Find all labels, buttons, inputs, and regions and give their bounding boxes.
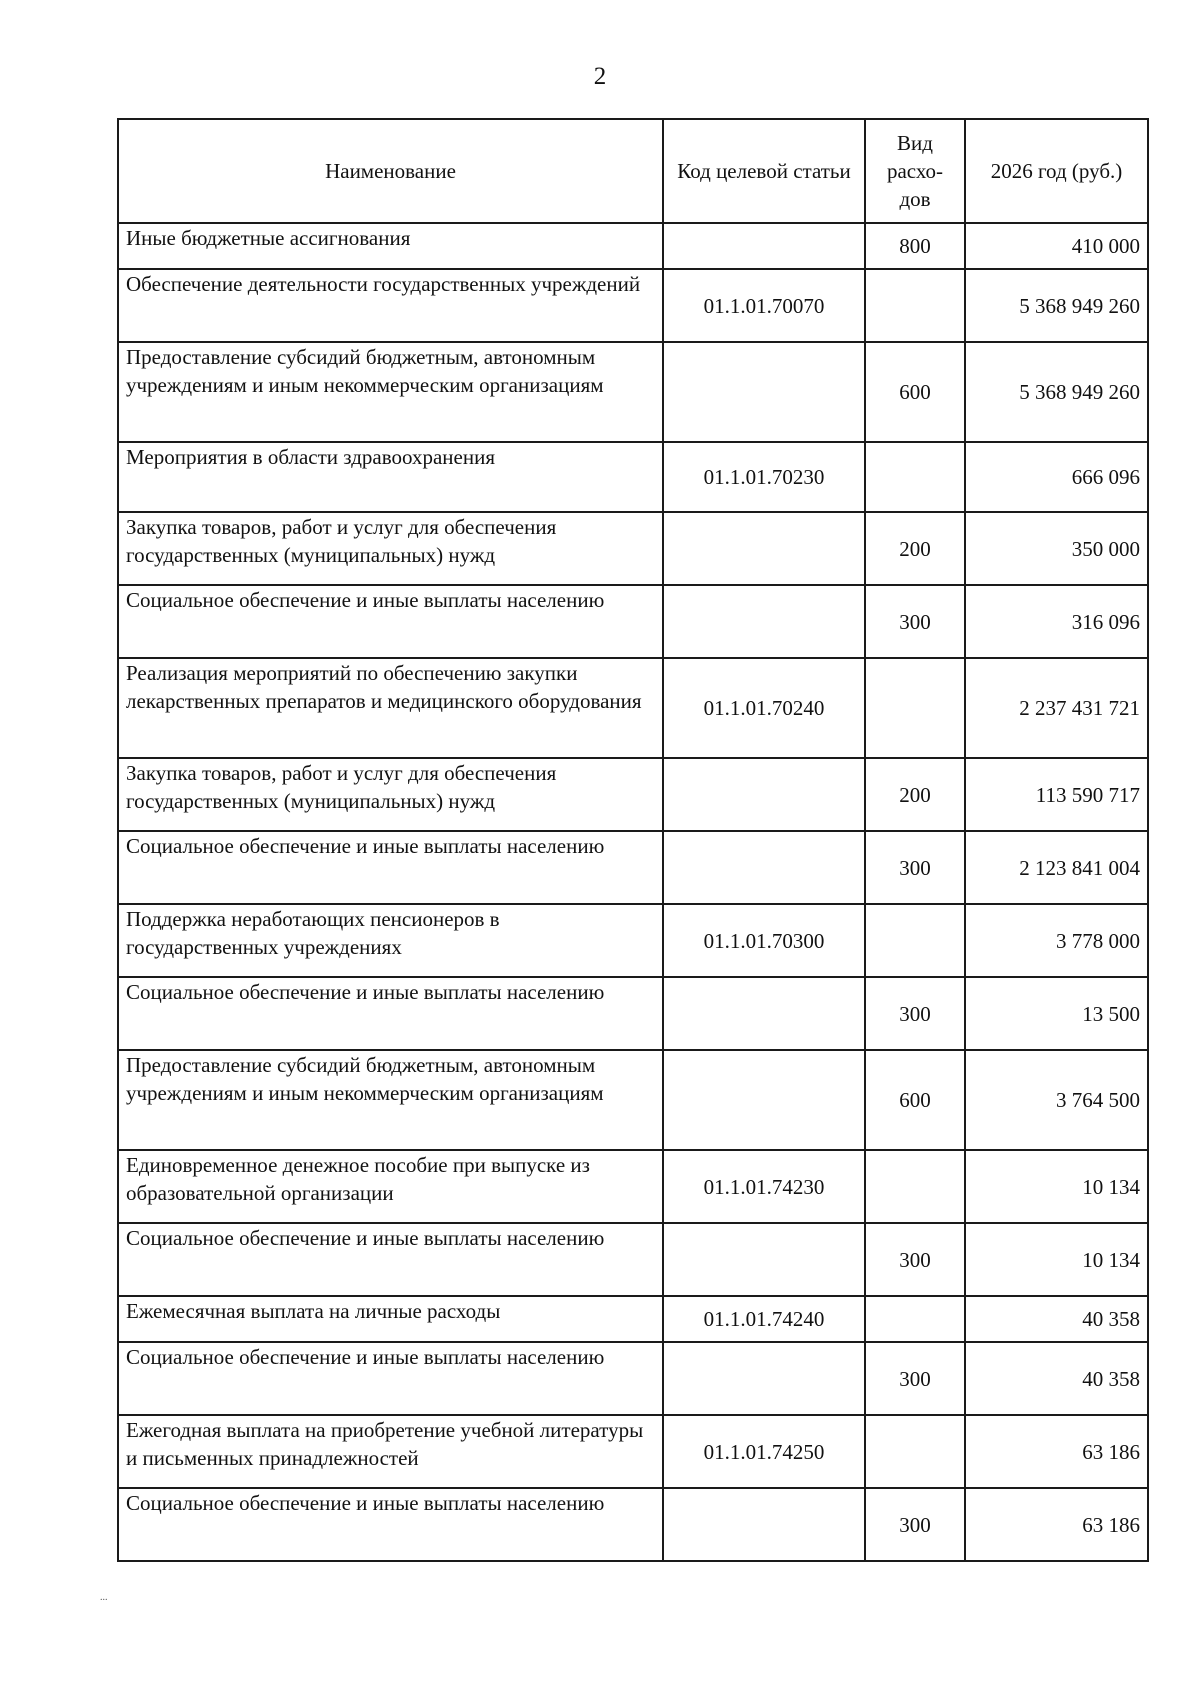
table-row [118, 442, 1148, 512]
cell-code [663, 223, 865, 269]
cell-name: Иные бюджетные ассигнования [118, 223, 663, 269]
table-row [118, 1223, 1148, 1296]
cell-code: 01.1.01.70300 [663, 904, 865, 977]
cell-type [865, 442, 965, 512]
cell-amount: 3 764 500 [965, 1050, 1148, 1150]
table-row [118, 1488, 1148, 1561]
cell-type: 200 [865, 512, 965, 585]
table-row [118, 977, 1148, 1050]
table-row [118, 512, 1148, 585]
cell-code [663, 342, 865, 442]
cell-amount: 316 096 [965, 585, 1148, 658]
cell-name: Социальное обеспечение и иные выплаты населению [118, 977, 663, 1050]
table-row [118, 1415, 1148, 1488]
cell-name: Поддержка неработающих пенсионеров в государственных учреждениях [118, 904, 663, 977]
cell-type [865, 658, 965, 758]
table-row [118, 1296, 1148, 1342]
header-row [118, 119, 1148, 223]
cell-amount: 13 500 [965, 977, 1148, 1050]
cell-code [663, 512, 865, 585]
cell-type: 300 [865, 1342, 965, 1415]
cell-type: 300 [865, 1223, 965, 1296]
cell-amount: 666 096 [965, 442, 1148, 512]
cell-name: Единовременное денежное пособие при выпуске из образовательной организации [118, 1150, 663, 1223]
cell-code [663, 1223, 865, 1296]
cell-type: 800 [865, 223, 965, 269]
cell-amount: 63 186 [965, 1488, 1148, 1561]
cell-type: 600 [865, 1050, 965, 1150]
table-row [118, 342, 1148, 442]
cell-amount: 40 358 [965, 1296, 1148, 1342]
cell-name: Закупка товаров, работ и услуг для обеспечения государственных (муниципальных) нужд [118, 758, 663, 831]
table-row [118, 585, 1148, 658]
cell-type: 600 [865, 342, 965, 442]
cell-name: Предоставление субсидий бюджетным, автономным учреждениям и иным некоммерческим организациям [118, 1050, 663, 1150]
cell-amount: 5 368 949 260 [965, 269, 1148, 342]
cell-type: 300 [865, 977, 965, 1050]
cell-amount: 410 000 [965, 223, 1148, 269]
table-row [118, 1050, 1148, 1150]
cell-amount: 40 358 [965, 1342, 1148, 1415]
cell-amount: 3 778 000 [965, 904, 1148, 977]
cell-code: 01.1.01.74250 [663, 1415, 865, 1488]
cell-code: 01.1.01.70230 [663, 442, 865, 512]
cell-amount: 10 134 [965, 1223, 1148, 1296]
cell-amount: 2 123 841 004 [965, 831, 1148, 904]
cell-code: 01.1.01.70070 [663, 269, 865, 342]
cell-amount: 350 000 [965, 512, 1148, 585]
cell-name: Ежегодная выплата на приобретение учебной литературы и письменных принадлежностей [118, 1415, 663, 1488]
cell-type: 200 [865, 758, 965, 831]
table-row [118, 831, 1148, 904]
cell-code [663, 585, 865, 658]
cell-type: 300 [865, 585, 965, 658]
cell-type [865, 1150, 965, 1223]
cell-name: Закупка товаров, работ и услуг для обеспечения государственных (муниципальных) нужд [118, 512, 663, 585]
footer-mark: ... [100, 1592, 108, 1603]
header-amount: 2026 год (руб.) [965, 119, 1148, 223]
table-row [118, 758, 1148, 831]
cell-name: Обеспечение деятельности государственных учреждений [118, 269, 663, 342]
cell-name: Мероприятия в области здравоохранения [118, 442, 663, 512]
table-header [118, 119, 1148, 223]
cell-code [663, 977, 865, 1050]
cell-name: Социальное обеспечение и иные выплаты населению [118, 1223, 663, 1296]
cell-amount: 63 186 [965, 1415, 1148, 1488]
page-number: 2 [593, 63, 607, 90]
cell-name: Социальное обеспечение и иные выплаты населению [118, 831, 663, 904]
cell-code [663, 1050, 865, 1150]
cell-name: Ежемесячная выплата на личные расходы [118, 1296, 663, 1342]
cell-code: 01.1.01.70240 [663, 658, 865, 758]
cell-amount: 10 134 [965, 1150, 1148, 1223]
cell-type [865, 269, 965, 342]
cell-name: Реализация мероприятий по обеспечению закупки лекарственных препаратов и медицинского оборудования [118, 658, 663, 758]
cell-name: Социальное обеспечение и иные выплаты населению [118, 1488, 663, 1561]
header-code: Код целевой статьи [663, 119, 865, 223]
table-row [118, 904, 1148, 977]
cell-amount: 113 590 717 [965, 758, 1148, 831]
cell-type: 300 [865, 1488, 965, 1561]
table-row [118, 269, 1148, 342]
cell-type [865, 904, 965, 977]
cell-type [865, 1415, 965, 1488]
cell-type [865, 1296, 965, 1342]
header-name: Наименование [118, 119, 663, 223]
cell-code [663, 1488, 865, 1561]
cell-code [663, 831, 865, 904]
cell-name: Социальное обеспечение и иные выплаты населению [118, 1342, 663, 1415]
cell-name: Предоставление субсидий бюджетным, автономным учреждениям и иным некоммерческим организациям [118, 342, 663, 442]
cell-code: 01.1.01.74230 [663, 1150, 865, 1223]
cell-name: Социальное обеспечение и иные выплаты населению [118, 585, 663, 658]
cell-code: 01.1.01.74240 [663, 1296, 865, 1342]
budget-table [117, 118, 1149, 1562]
table-row [118, 1342, 1148, 1415]
table-row [118, 223, 1148, 269]
cell-amount: 2 237 431 721 [965, 658, 1148, 758]
cell-type: 300 [865, 831, 965, 904]
cell-code [663, 1342, 865, 1415]
table-row [118, 658, 1148, 758]
cell-code [663, 758, 865, 831]
header-type: Вид расхо-дов [865, 119, 965, 223]
table-body [118, 223, 1148, 1561]
cell-amount: 5 368 949 260 [965, 342, 1148, 442]
table-row [118, 1150, 1148, 1223]
